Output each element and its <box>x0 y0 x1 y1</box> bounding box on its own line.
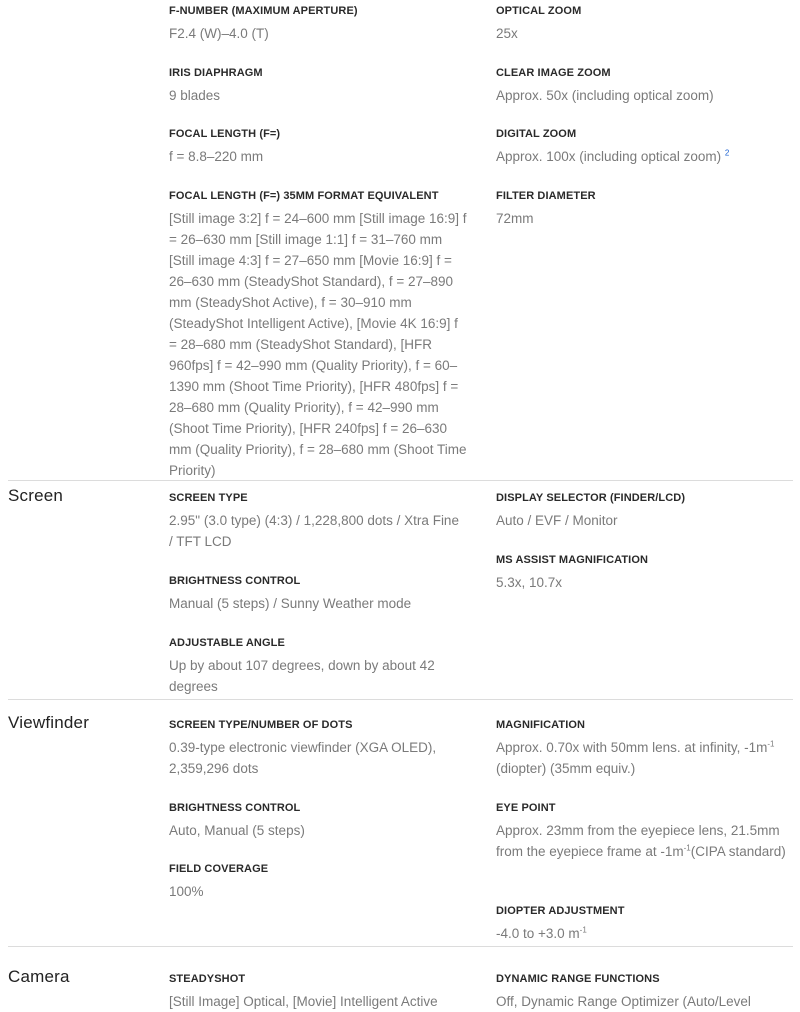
spec-label: DIOPTER ADJUSTMENT <box>496 905 625 917</box>
spec-item <box>496 4 796 44</box>
spec-label: FIELD COVERAGE <box>169 863 269 875</box>
spec-item <box>169 189 467 481</box>
spec-value <box>496 923 796 944</box>
spec-value: Auto, Manual (5 steps) <box>169 823 305 838</box>
spec-item <box>496 189 796 229</box>
spec-label: IRIS DIAPHRAGM <box>169 67 263 79</box>
spec-value <box>496 146 796 167</box>
superscript: -1 <box>767 739 775 749</box>
spec-label: F-NUMBER (MAXIMUM APERTURE) <box>169 5 358 17</box>
spec-section-viewfinder <box>8 700 793 947</box>
spec-value: [Still image 3:2] f = 24–600 mm [Still image 16:9] f = 26–630 mm [Still image 1:1] f = 31–760 mm [Still image 4:3] f = 27–650 mm [Movie 16:9] f = 26–630 mm (SteadyShot Standard), f = 27–890 mm (SteadyShot Active), f = 30–910 mm (SteadyShot Intelligent Active), [Movie 4K 16:9] f = 28–680 mm (SteadyShot Standard), [HFR 960fps] f = 42–990 mm (Quality Priority), f = 60–1390 mm (Shoot Time Priority), [HFR 480fps] f = 28–680 mm (Quality Priority), f = 42–990 mm (Shoot Time Priority), [HFR 240fps] f = 26–630 mm (Quality Priority), f = 28–680 mm (Shoot Time Priority) <box>169 211 467 478</box>
spec-item <box>496 972 796 1012</box>
spec-item <box>496 718 786 779</box>
spec-label: DIGITAL ZOOM <box>496 128 577 140</box>
spec-label: SCREEN TYPE/NUMBER OF DOTS <box>169 719 353 731</box>
spec-value: 5.3x, 10.7x <box>496 575 563 590</box>
spec-label: ADJUSTABLE ANGLE <box>169 637 285 649</box>
spec-label: SCREEN TYPE <box>169 492 248 504</box>
footnote-link[interactable]: 2 <box>724 148 730 158</box>
spec-label: DYNAMIC RANGE FUNCTIONS <box>496 973 660 985</box>
spec-value: Manual (5 steps) / Sunny Weather mode <box>169 596 412 611</box>
spec-value-text: Approx. 100x (including optical zoom) <box>496 149 722 164</box>
spec-value: Auto / EVF / Monitor <box>496 513 618 528</box>
spec-section-screen <box>8 481 793 700</box>
spec-item <box>169 801 469 841</box>
section-title: Screen <box>8 486 64 505</box>
spec-label: CLEAR IMAGE ZOOM <box>496 67 611 79</box>
spec-label: BRIGHTNESS CONTROL <box>169 802 301 814</box>
spec-item <box>169 127 469 167</box>
spec-item <box>169 636 469 697</box>
spec-value-text: Approx. 23mm from the eyepiece lens, 21.5mm from the eyepiece frame at -1m <box>496 823 780 859</box>
spec-value: 9 blades <box>169 88 221 103</box>
superscript: -1 <box>579 925 587 935</box>
spec-value: Up by about 107 degrees, down by about 42 degrees <box>169 658 435 694</box>
spec-label: EYE POINT <box>496 802 556 814</box>
spec-item <box>169 491 459 552</box>
spec-section-lens <box>8 0 793 481</box>
spec-item <box>496 904 796 944</box>
spec-value: 100% <box>169 884 204 899</box>
spec-value <box>496 737 786 779</box>
spec-value: 25x <box>496 26 518 41</box>
spec-label: MS ASSIST MAGNIFICATION <box>496 554 649 566</box>
spec-value-text: Approx. 0.70x with 50mm lens. at infinity, -1m <box>496 740 768 755</box>
spec-label: FILTER DIAMETER <box>496 190 596 202</box>
spec-label: DISPLAY SELECTOR (FINDER/LCD) <box>496 492 686 504</box>
spec-item <box>169 862 469 902</box>
spec-value: Off, Dynamic Range Optimizer (Auto/Level <box>496 994 751 1009</box>
spec-value-text: -4.0 to +3.0 m <box>496 926 580 941</box>
spec-value <box>496 820 796 862</box>
spec-value: [Still Image] Optical, [Movie] Intelligent Active <box>169 994 438 1009</box>
spec-label: MAGNIFICATION <box>496 719 586 731</box>
spec-item <box>169 4 469 44</box>
spec-item <box>496 801 796 862</box>
spec-item <box>169 718 469 779</box>
section-title: Viewfinder <box>8 713 90 732</box>
spec-value-text: (CIPA standard) <box>690 844 786 859</box>
spec-label: FOCAL LENGTH (F=) <box>169 128 281 140</box>
spec-label: BRIGHTNESS CONTROL <box>169 575 301 587</box>
spec-value: 2.95" (3.0 type) (4:3) / 1,228,800 dots / Xtra Fine / TFT LCD <box>169 513 459 549</box>
spec-value-text: (diopter) (35mm equiv.) <box>496 761 636 776</box>
spec-value: 0.39-type electronic viewfinder (XGA OLED), 2,359,296 dots <box>169 740 437 776</box>
spec-item <box>496 66 796 106</box>
spec-item <box>496 491 796 531</box>
spec-item <box>169 972 489 1012</box>
spec-value: f = 8.8–220 mm <box>169 149 264 164</box>
spec-label: OPTICAL ZOOM <box>496 5 582 17</box>
spec-item <box>169 574 469 614</box>
spec-value: 72mm <box>496 211 534 226</box>
section-title: Camera <box>8 967 70 986</box>
spec-item <box>496 553 796 593</box>
spec-value: Approx. 50x (including optical zoom) <box>496 88 714 103</box>
spec-section-camera <box>8 947 793 1007</box>
spec-label: FOCAL LENGTH (F=) 35MM FORMAT EQUIVALENT <box>169 190 439 202</box>
spec-item <box>496 127 796 167</box>
spec-value: F2.4 (W)–4.0 (T) <box>169 26 269 41</box>
superscript: -1 <box>683 843 691 853</box>
spec-label: STEADYSHOT <box>169 973 246 985</box>
spec-item <box>169 66 469 106</box>
